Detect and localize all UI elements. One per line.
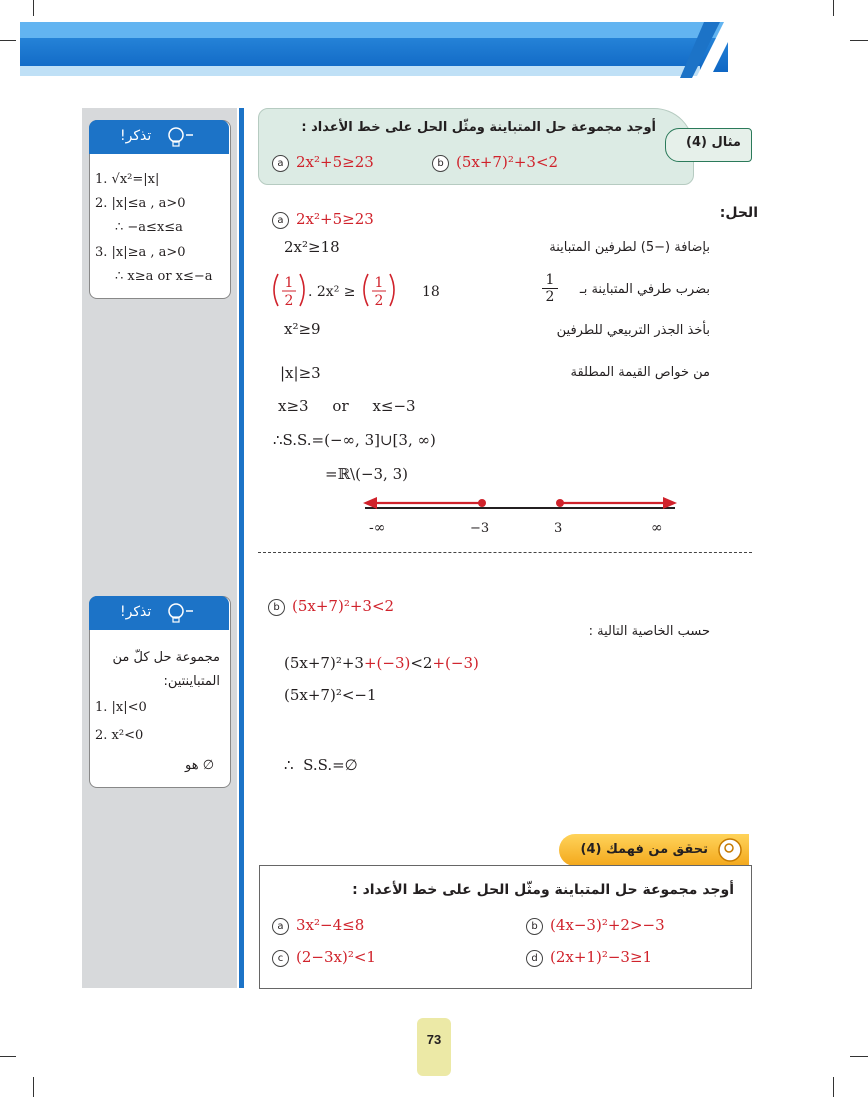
step-1-math: 2x²≥18 — [284, 238, 340, 256]
svg-text:18: 18 — [422, 284, 440, 300]
example-badge-label: مثال (4) — [686, 135, 741, 150]
sidebar-divider — [239, 108, 244, 988]
note2-line-2: 2. x²<0 — [95, 728, 144, 743]
step-6-math: ∴S.S.=(−∞, 3]∪[3, ∞) — [273, 431, 436, 449]
crop-mark — [0, 40, 16, 41]
remember-note-2-header — [89, 596, 229, 630]
example-b-marker: b — [432, 155, 449, 172]
step1-part-a: (5x+7)²+3 — [284, 654, 364, 672]
reason-frac-num: 1 — [542, 272, 558, 289]
note1-line-3: ∴ −a≤x≤a — [115, 220, 183, 235]
step-3-reason: بأخذ الجذر التربيعي للطرفين — [556, 323, 710, 338]
number-line — [355, 494, 685, 540]
check-d-marker: d — [526, 950, 543, 967]
check-tab-label: تحقق من فهمك (4) — [580, 842, 708, 857]
label-infinity: ∞ — [651, 520, 663, 536]
lightbulb-icon — [164, 601, 194, 625]
example-b-expr: (5x+7)²+3<2 — [456, 153, 559, 171]
head-gear-icon — [715, 836, 745, 864]
check-d-expr: (2x+1)²−3≥1 — [550, 948, 653, 966]
label-minus-3: −3 — [470, 521, 490, 536]
step-2-frac-num-1: 1 — [284, 275, 294, 291]
header-banner-highlight — [20, 22, 728, 38]
step-4-math: |x|≥3 — [280, 364, 321, 382]
note1-line-2: 2. |x|≤a , a>0 — [95, 196, 186, 211]
crop-mark — [33, 1077, 34, 1097]
remember-note-1-header — [89, 120, 229, 154]
step-2-fraction-graphic — [272, 270, 452, 310]
point-minus-3 — [478, 499, 486, 507]
part-b-expr: (5x+7)²+3<2 — [292, 597, 395, 615]
page-number: 73 — [417, 1018, 451, 1076]
part-b-result: ∴ S.S.=∅ — [284, 756, 358, 774]
crop-mark — [850, 40, 868, 41]
step-2-math — [272, 270, 452, 310]
step-3-math: x²≥9 — [284, 320, 321, 338]
part-b-marker: b — [268, 599, 285, 616]
point-3 — [556, 499, 564, 507]
check-c-expr: (2−3x)²<1 — [296, 948, 376, 966]
header-slash-decoration — [680, 18, 740, 80]
step-7-math: =ℝ\(−3, 3) — [325, 465, 408, 483]
crop-mark — [850, 1056, 868, 1057]
check-b-expr: (4x−3)²+2>−3 — [550, 916, 665, 934]
section-divider — [258, 552, 752, 553]
check-b-marker: b — [526, 918, 543, 935]
note2-line-1: 1. |x|<0 — [95, 700, 147, 715]
check-a-expr: 3x²−4≤8 — [296, 916, 365, 934]
reason-frac-den: 2 — [545, 289, 555, 305]
crop-mark — [833, 1077, 834, 1097]
header-banner-stripe — [20, 66, 700, 76]
note1-line-4: 3. |x|≥a , a>0 — [95, 245, 186, 260]
step-2-frac-den-1: 2 — [284, 293, 294, 309]
check-c-marker: c — [272, 950, 289, 967]
example-prompt: أوجد مجموعة حل المتباينة ومثّل الحل على خط الأعداد : — [301, 120, 656, 135]
example-a-expr: 2x²+5≥23 — [296, 153, 374, 171]
step-2-reason-fraction — [542, 272, 558, 305]
step1-part-c: <2 — [410, 654, 433, 672]
note1-line-5: ∴ x≥a or x≤−a — [115, 269, 213, 284]
lightbulb-icon — [164, 125, 194, 149]
check-prompt: أوجد مجموعة حل المتباينة ومثّل الحل على خط الأعداد : — [352, 882, 734, 898]
step1-part-b: +(−3) — [363, 654, 411, 672]
crop-mark — [33, 0, 34, 16]
remember-note-2-title: تذكر! — [120, 604, 152, 620]
note2-answer: هو ∅ — [185, 758, 215, 773]
crop-mark — [0, 1056, 16, 1057]
note2-text-2: المتباينتين: — [163, 674, 220, 689]
step-4-reason: من خواص القيمة المطلقة — [570, 365, 710, 380]
step-2-frac-num-2: 1 — [374, 275, 384, 291]
note1-line-1: 1. √x²=|x| — [95, 172, 160, 187]
remember-note-1-title: تذكر! — [120, 128, 152, 144]
solution-heading: الحل: — [719, 205, 758, 221]
svg-text:. 2x² ≥: . 2x² ≥ — [308, 284, 356, 300]
solution-a-marker: a — [272, 212, 289, 229]
part-b-step-2: (5x+7)²<−1 — [284, 686, 377, 704]
step1-part-d: +(−3) — [432, 654, 479, 672]
note2-text-1: مجموعة حل كلّ من — [112, 650, 220, 665]
example-a-marker: a — [272, 155, 289, 172]
label-neg-infinity: -∞ — [369, 520, 386, 536]
crop-mark — [833, 0, 834, 16]
step-1-reason: بإضافة (−5) لطرفين المتباينة — [549, 240, 710, 255]
check-a-marker: a — [272, 918, 289, 935]
part-b-step-1 — [284, 654, 479, 672]
step-5-math: x≥3 or x≤−3 — [278, 397, 416, 415]
part-b-property: حسب الخاصية التالية : — [588, 624, 710, 639]
label-3: 3 — [554, 521, 563, 536]
solution-a-expr: 2x²+5≥23 — [296, 210, 374, 228]
step-2-frac-den-2: 2 — [374, 293, 384, 309]
step-2-reason: بضرب طرفي المتباينة بـ — [579, 282, 710, 297]
